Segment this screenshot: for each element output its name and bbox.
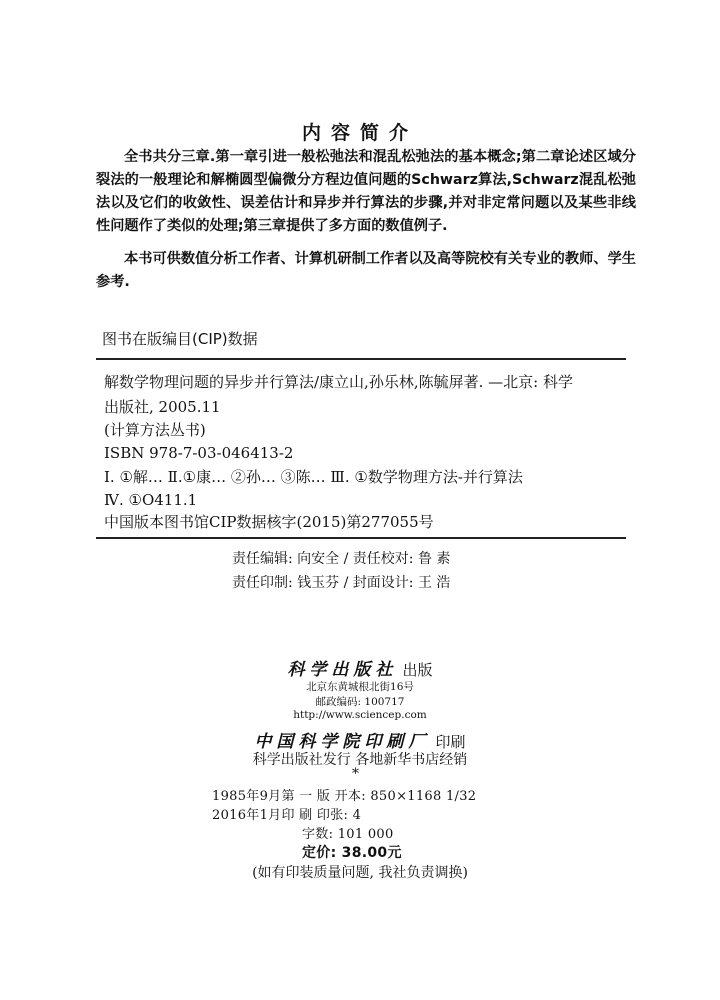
cip-isbn-line: ISBN 978-7-03-046413-2: [104, 444, 294, 462]
cip-series-line: (计算方法丛书): [104, 421, 206, 439]
publisher-name: 科学出版社: [287, 660, 398, 680]
cip-record-line: 中国版本图书馆CIP数据核字(2015)第277055号: [104, 513, 434, 531]
production-line: 责任印制: 钱玉芬 / 封面设计: 王 浩: [232, 575, 451, 591]
printing-line: 2016年1月印 刷 印张: 4: [212, 808, 362, 823]
printer-name: 中国科学院印刷厂: [254, 732, 431, 752]
distribution-line: 科学出版社发行 各地新华书店经销: [252, 752, 468, 768]
cip-subject-line: Ⅰ. ①解… Ⅱ.①康… ②孙… ③陈… Ⅲ. ①数学物理方法-并行算法: [104, 468, 523, 486]
cip-publisher-line: 出版社, 2005.11: [104, 398, 221, 416]
cip-classification-line: Ⅳ. ①O411.1: [104, 491, 198, 509]
publisher-role: 出版: [402, 661, 433, 679]
summary-title: 内容简介: [301, 122, 418, 144]
cip-heading: 图书在版编目(CIP)数据: [102, 330, 258, 348]
publisher-line: [0, 655, 720, 680]
separator-star: *: [352, 766, 359, 782]
publisher-address: 北京东黄城根北街16号: [306, 681, 414, 693]
price: 定价: 38.00元: [302, 845, 402, 861]
editor-line: 责任编辑: 向安全 / 责任校对: 鲁 素: [232, 551, 451, 567]
publisher-postcode: 邮政编码: 100717: [315, 696, 405, 708]
publisher-url: http://www.sciencep.com: [293, 709, 427, 721]
edition-line: 1985年9月第 一 版 开本: 850×1168 1/32: [212, 789, 477, 804]
summary-paragraph-1: 全书共分三章.第一章引进一般松弛法和混乱松弛法的基本概念;第二章论述区域分裂法的一般理论和解椭圆型偏微分方程边值问题的Schwarz算法,Schwarz混乱松弛法以及它们的收敛性、误差估计和异步并行算法的步骤,并对非定常问题以及某些非线性问题作了类似的处理;第三章提供了多方面的数值例子.: [96, 149, 636, 234]
word-count: 字数: 101 000: [302, 827, 394, 842]
quality-note: (如有印装质量问题, 我社负责调换): [252, 865, 468, 881]
cip-top-rule: [96, 358, 626, 360]
cip-title-line: 解数学物理问题的异步并行算法/康立山,孙乐林,陈毓屏著. —北京: 科学: [104, 373, 573, 391]
printer-role: 印刷: [435, 733, 466, 751]
summary-paragraph-2: 本书可供数值分析工作者、计算机研制工作者以及高等院校有关专业的教师、学生参考.: [96, 251, 636, 290]
cip-bottom-rule: [96, 537, 626, 539]
